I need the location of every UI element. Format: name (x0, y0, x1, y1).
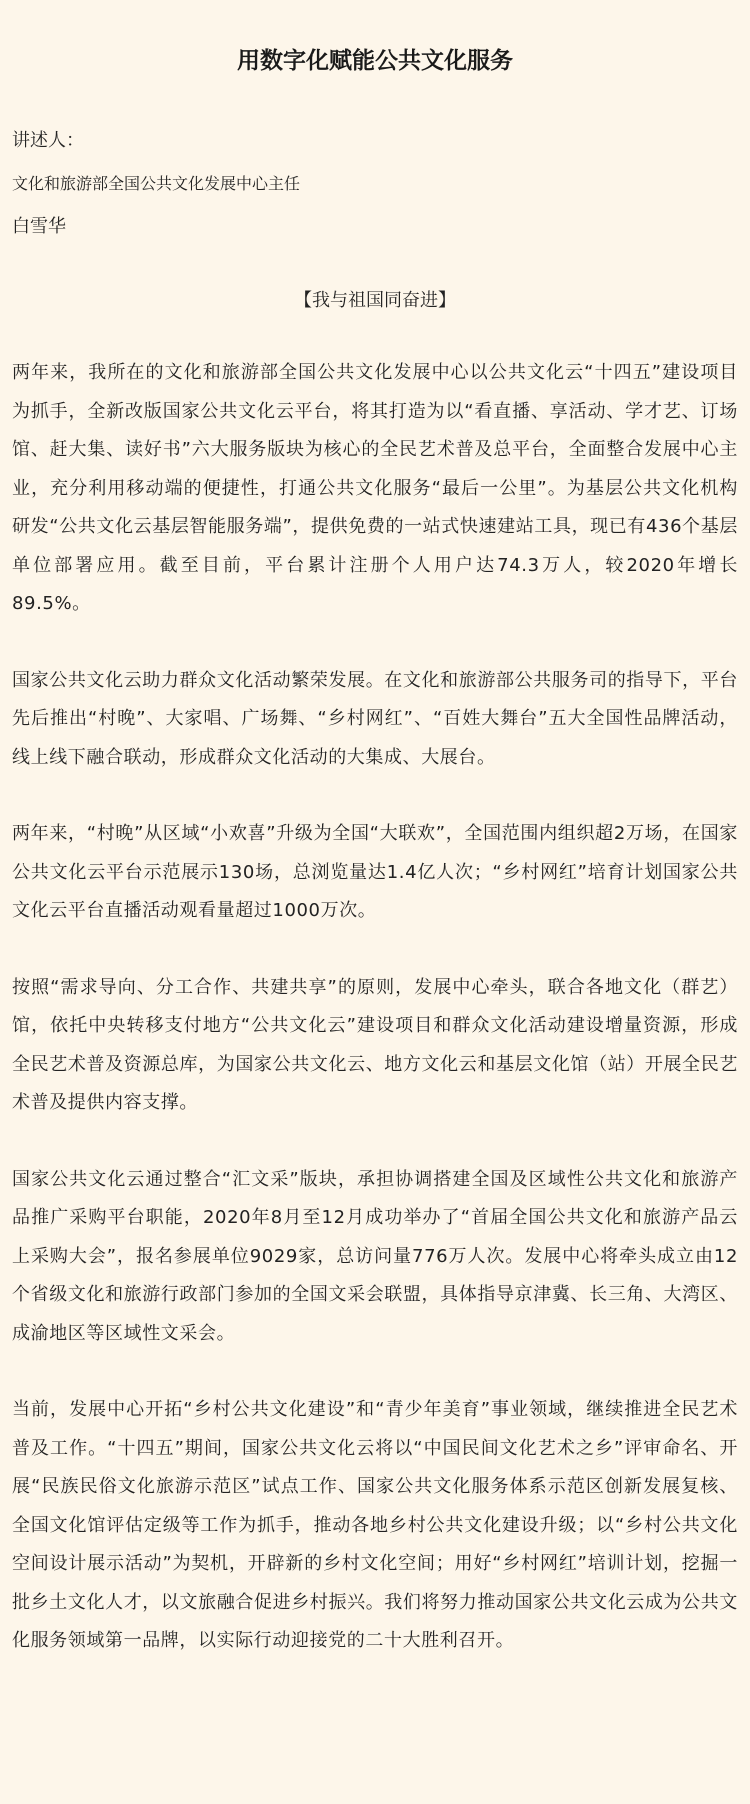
body-paragraph-3: 两年来，“村晚”从区域“小欢喜”升级为全国“大联欢”，全国范围内组织超2万场，在国家公共文化云平台示范展示130场，总浏览量达1.4亿人次；“乡村网红”培育计划国家公共文化云平台直播活动观看量超过1000万次。 (12, 823, 738, 921)
body-paragraph-6: 当前，发展中心开拓“乡村公共文化建设”和“青少年美育”事业领域，继续推进全民艺术普及工作。“十四五”期间，国家公共文化云将以“中国民间文化艺术之乡”评审命名、开展“民族民俗文化旅游示范区”试点工作、国家公共文化服务体系示范区创新发展复核、全国文化馆评估定级等工作为抓手，推动各地乡村公共文化建设升级；以“乡村公共文化空间设计展示活动”为契机，开辟新的乡村文化空间；用好“乡村网红”培训计划，挖掘一批乡土文化人才，以文旅融合促进乡村振兴。我们将努力推动国家公共文化云成为公共文化服务领域第一品牌，以实际行动迎接党的二十大胜利召开。 (12, 1399, 738, 1651)
column-title: 【我与祖国同奋进】 (294, 290, 456, 311)
body-paragraph-1: 两年来，我所在的文化和旅游部全国公共文化发展中心以公共文化云“十四五”建设项目为抓手，全新改版国家公共文化云平台，将其打造为以“看直播、享活动、学才艺、订场馆、赶大集、读好书”六大服务版块为核心的全民艺术普及总平台，全面整合发展中心主业，充分利用移动端的便捷性，打通公共文化服务“最后一公里”。为基层公共文化机构研发“公共文化云基层智能服务端”，提供免费的一站式快速建站工具，现已有436个基层单位部署应用。截至目前，平台累计注册个人用户达74.3万人，较2020年增长89.5%。 (12, 362, 738, 614)
article-title: 用数字化赋能公共文化服务 (237, 48, 513, 74)
speaker-name: 白雪华 (12, 216, 66, 237)
article-body (12, 354, 738, 1661)
body-paragraph-5: 国家公共文化云通过整合“汇文采”版块，承担协调搭建全国及区域性公共文化和旅游产品推广采购平台职能，2020年8月至12月成功举办了“首届全国公共文化和旅游产品云上采购大会”，报名参展单位9029家，总访问量776万人次。发展中心将牵头成立由12个省级文化和旅游行政部门参加的全国文采会联盟，具体指导京津冀、长三角、大湾区、成渝地区等区域性文采会。 (12, 1168, 738, 1344)
body-paragraph-2: 国家公共文化云助力群众文化活动繁荣发展。在文化和旅游部公共服务司的指导下，平台先后推出“村晚”、大家唱、广场舞、“乡村网红”、“百姓大舞台”五大全国性品牌活动，线上线下融合联动，形成群众文化活动的大集成、大展台。 (12, 669, 738, 768)
speaker-role: 文化和旅游部全国公共文化发展中心主任 (12, 174, 301, 193)
body-paragraph-4: 按照“需求导向、分工合作、共建共享”的原则，发展中心牵头，联合各地文化（群艺）馆，依托中央转移支付地方“公共文化云”建设项目和群众文化活动建设增量资源，形成全民艺术普及资源总库，为国家公共文化云、地方文化云和基层文化馆（站）开展全民艺术普及提供内容支撑。 (12, 976, 738, 1113)
speaker-label: 讲述人： (12, 130, 84, 151)
